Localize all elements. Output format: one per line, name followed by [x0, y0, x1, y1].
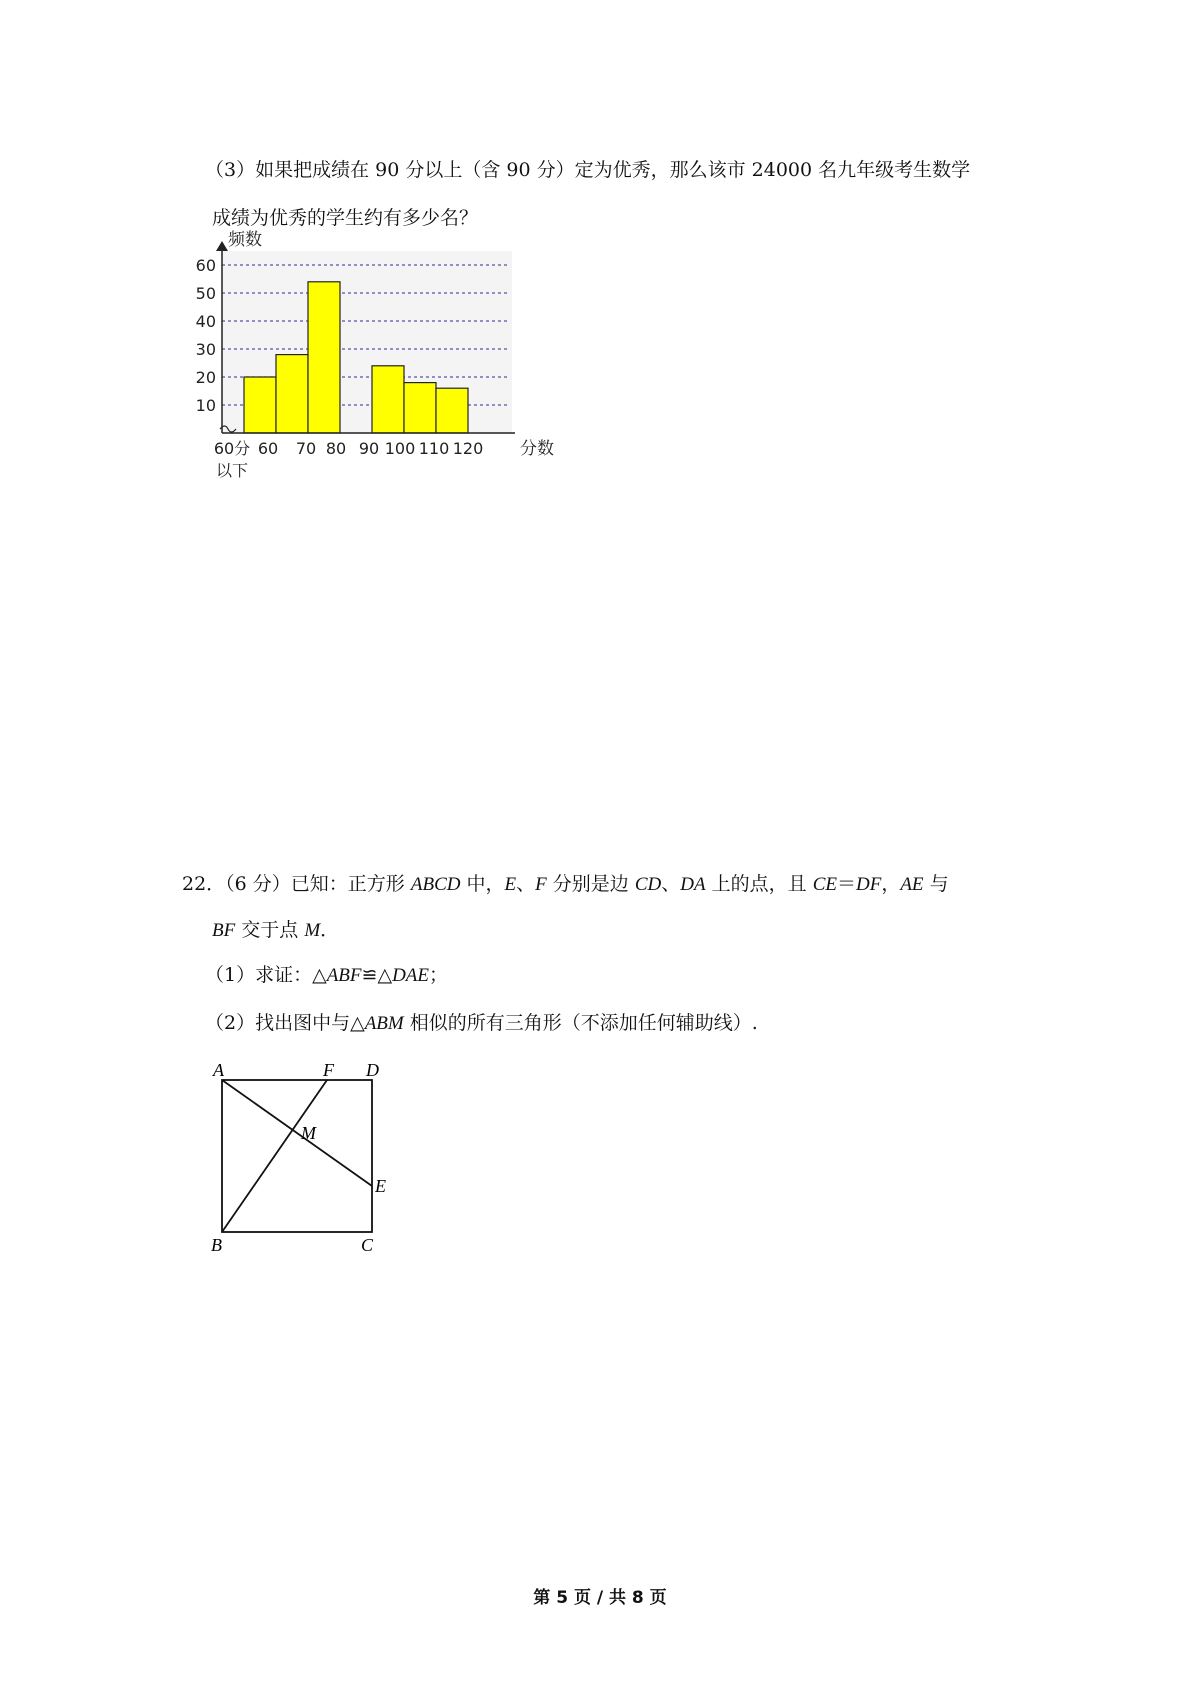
q22-text: ． — [320, 919, 340, 941]
q22-text: ≌△ — [361, 964, 393, 986]
y-axis-arrow — [216, 241, 228, 251]
q22-text: 相似的所有三角形（不添加任何辅助线）. — [403, 1012, 758, 1034]
square-geometry-figure — [205, 1055, 425, 1255]
q22-text: 、 — [661, 873, 681, 895]
q22-part1 — [205, 963, 448, 988]
x-tick-label: 60 — [257, 439, 279, 458]
q22-text: DAE — [392, 965, 430, 986]
label-m: M — [301, 1123, 316, 1143]
histogram-bar — [372, 366, 404, 433]
histogram-bar — [244, 377, 276, 433]
x-tick-label: 60分 — [213, 439, 251, 458]
q22-text: ABM — [364, 1013, 404, 1034]
y-tick-label: 10 — [195, 396, 216, 415]
label-f: F — [323, 1060, 334, 1080]
y-tick-label: 30 — [195, 340, 216, 359]
histogram-bar — [276, 355, 308, 433]
x-tick-label: 80 — [325, 439, 347, 458]
q22-text: DA — [680, 874, 706, 895]
q22-text: ＝ — [836, 873, 856, 895]
label-a: A — [213, 1060, 224, 1080]
q22-text: BF — [212, 920, 236, 941]
q22-part2 — [205, 1011, 758, 1036]
q21-part3-line2: 成绩为优秀的学生约有多少名？ — [212, 207, 479, 229]
q22-text: E — [504, 874, 517, 895]
histogram-bar — [308, 282, 340, 433]
x-tick-label: 110 — [418, 439, 450, 458]
q22-text: （1）求证：△ — [205, 964, 327, 986]
q22-text: CE — [812, 874, 837, 895]
q22-text: F — [535, 874, 547, 895]
q22-text: 、 — [516, 873, 536, 895]
q22-text: 与 — [923, 873, 949, 895]
label-d: D — [366, 1060, 379, 1080]
histogram-bar — [404, 383, 436, 433]
q22-text: CD — [634, 874, 662, 895]
y-tick-label: 50 — [195, 284, 216, 303]
q22-line2 — [212, 918, 339, 943]
q22-text: 分别是边 — [546, 873, 635, 895]
x-tick-label: 100 — [384, 439, 416, 458]
x-tick-label: 70 — [295, 439, 317, 458]
q21-part3-line1: （3）如果把成绩在 90 分以上（含 90 分）定为优秀，那么该市 24000 名九年级考生数学 — [205, 159, 971, 181]
q22-line1 — [182, 872, 949, 897]
x-tick-label: 120 — [452, 439, 484, 458]
square-abcd — [222, 1080, 372, 1232]
y-tick-label: 40 — [195, 312, 216, 331]
y-tick-label: 20 — [195, 368, 216, 387]
q22-text: 22．（6 分）已知：正方形 — [182, 873, 411, 895]
x-axis-label: 分数 — [520, 439, 554, 459]
frequency-histogram — [195, 230, 600, 523]
q22-text: ABCD — [410, 874, 461, 895]
q22-text: 上的点，且 — [705, 873, 813, 895]
label-e: E — [375, 1176, 386, 1196]
segment-bf — [222, 1080, 327, 1232]
segment-ae — [222, 1080, 372, 1186]
page-footer: 第 5 页 / 共 8 页 — [533, 1588, 667, 1608]
y-axis-label: 频数 — [228, 230, 262, 250]
q22-text: 交于点 — [235, 919, 305, 941]
label-c: C — [361, 1235, 374, 1255]
q22-text: M — [304, 920, 321, 941]
q22-text: DF — [855, 874, 882, 895]
q22-text: ， — [881, 873, 901, 895]
y-tick-label: 60 — [195, 256, 216, 275]
x-tick-label-below: 以下 — [215, 461, 249, 480]
q22-text: ABF — [326, 965, 362, 986]
q22-text: ； — [429, 964, 449, 986]
histogram-bar — [436, 388, 468, 433]
label-b: B — [211, 1235, 222, 1255]
x-tick-label: 90 — [358, 439, 380, 458]
q22-text: 中， — [460, 873, 505, 895]
q22-text: （2）找出图中与△ — [205, 1012, 365, 1034]
q22-text: AE — [900, 874, 924, 895]
